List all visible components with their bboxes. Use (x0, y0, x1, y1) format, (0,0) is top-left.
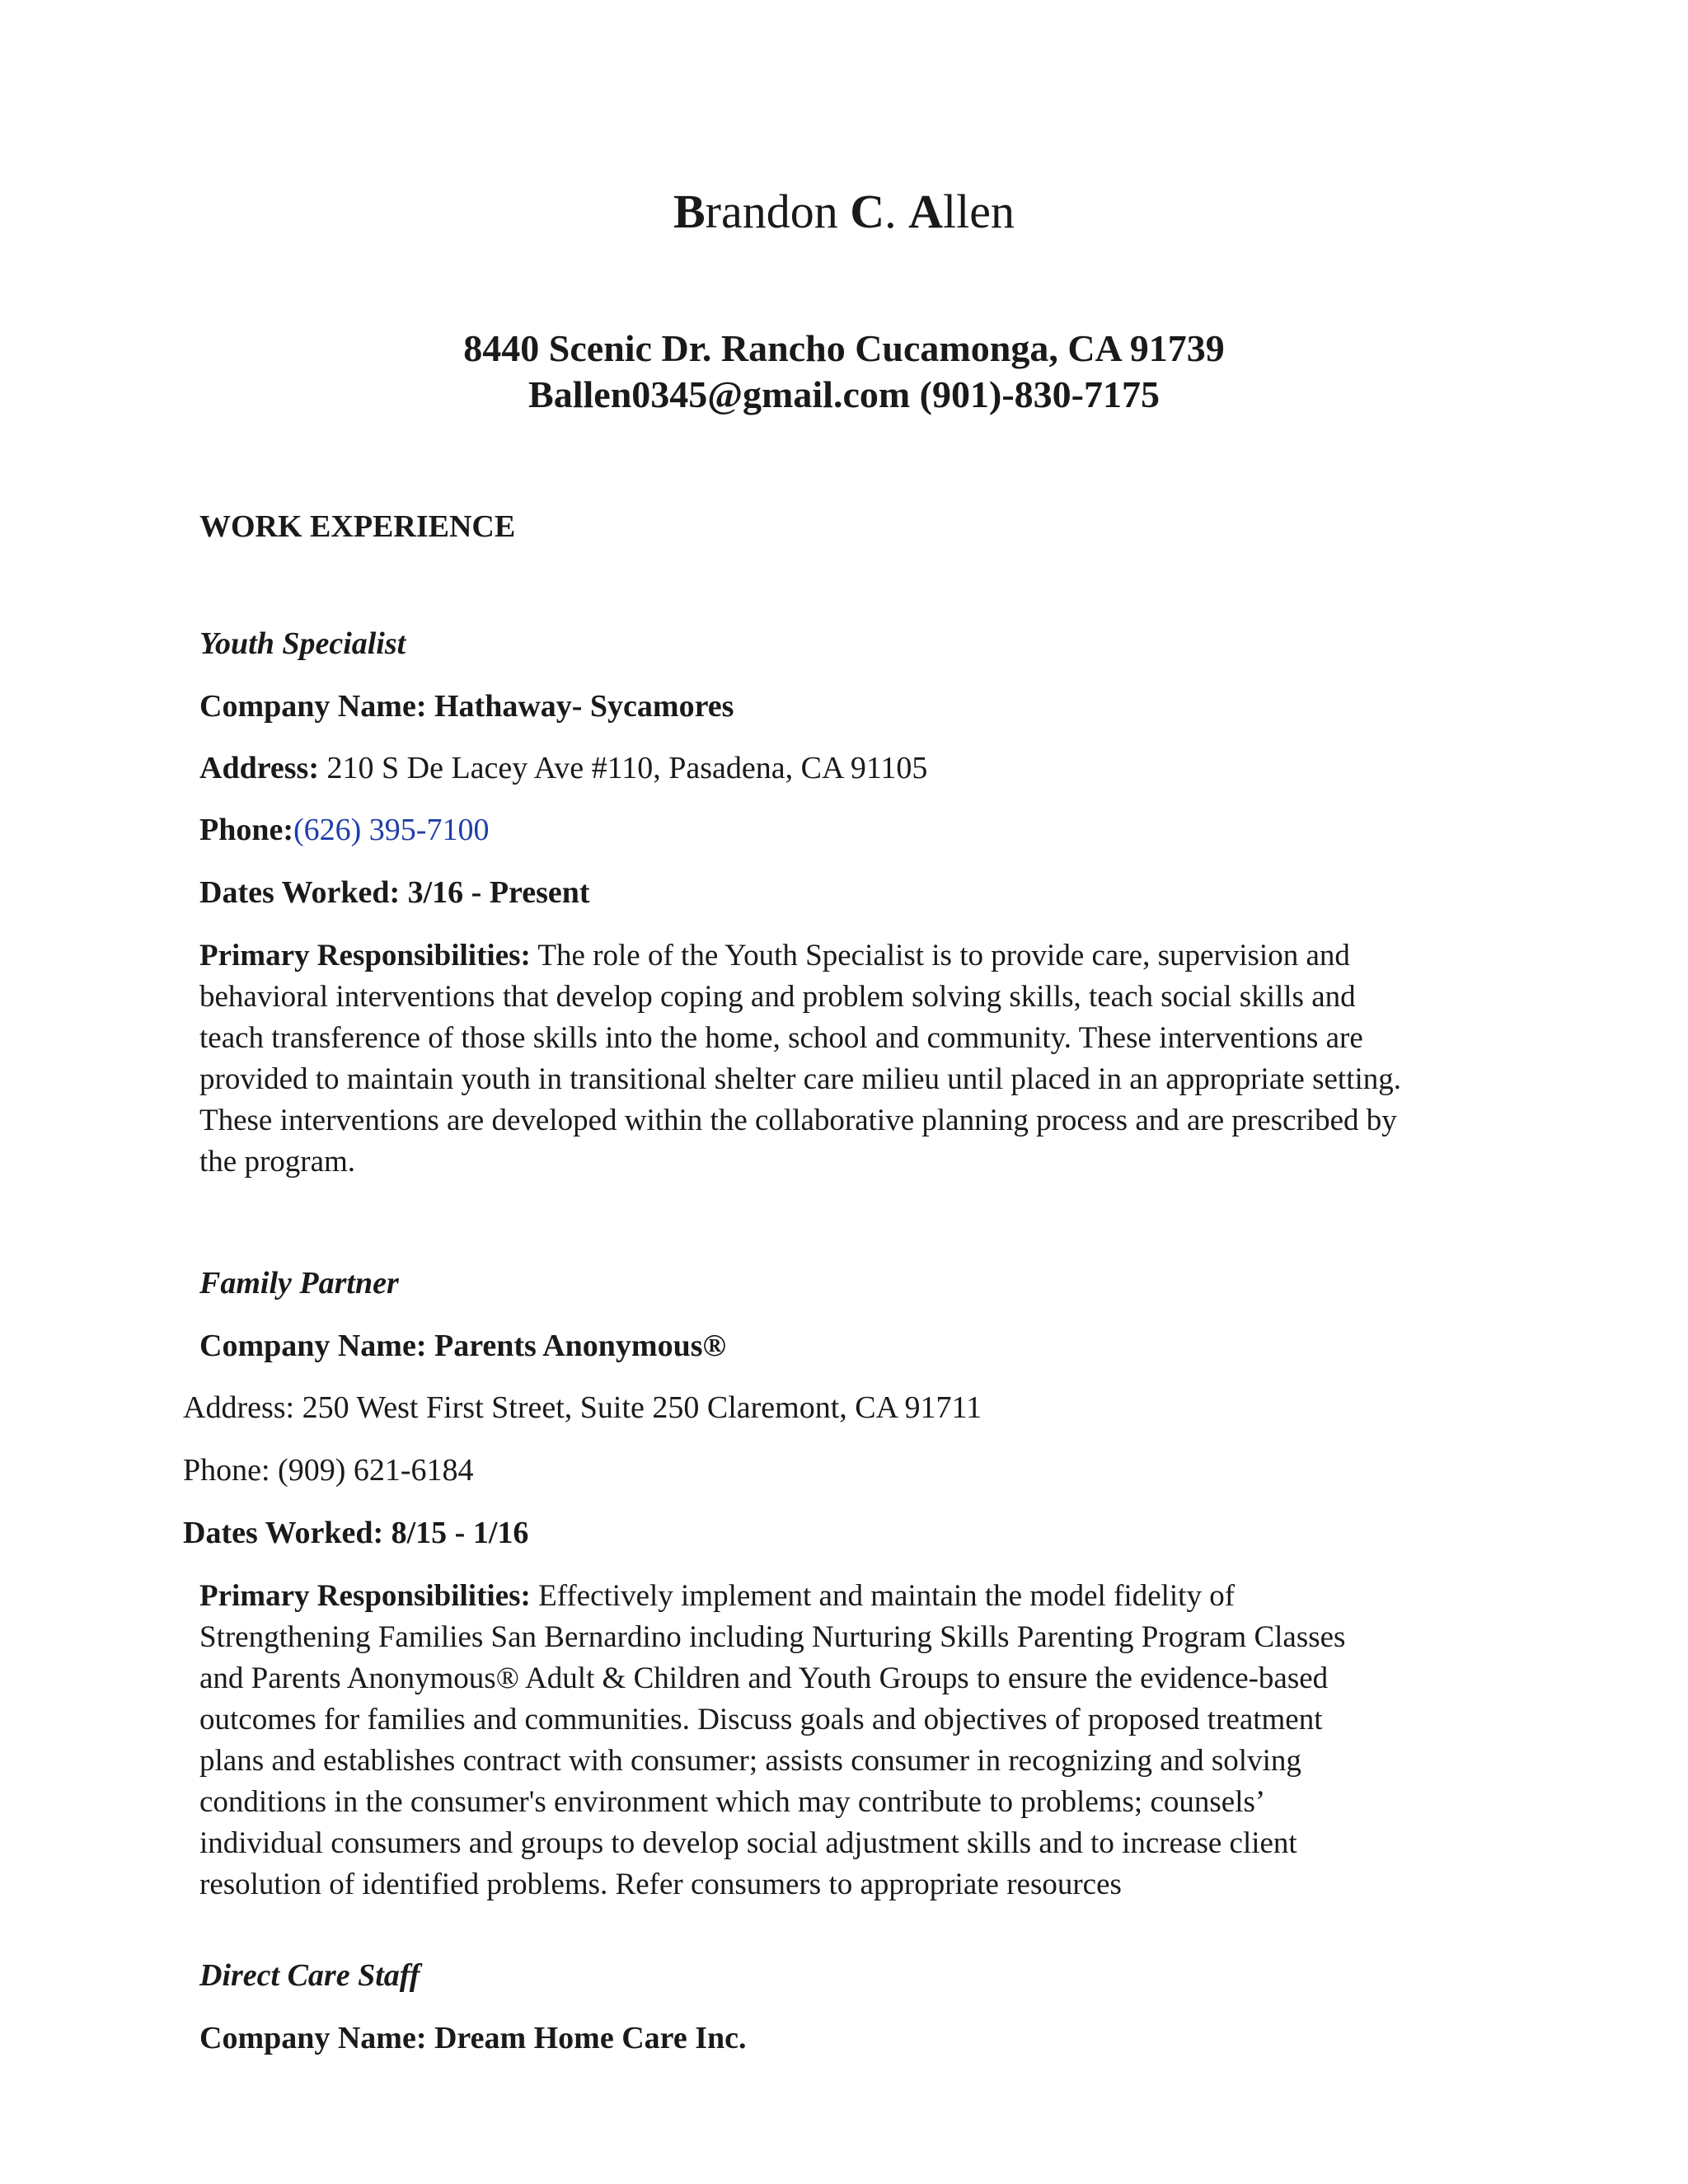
resp-line: These interventions are developed within the collaborative planning process and are prescribed by (199, 1104, 1397, 1137)
company-label: Company Name: (199, 689, 427, 724)
resp-line: and Parents Anonymous® Adult & Children and Youth Groups to ensure the evidence-based (199, 1661, 1329, 1695)
company-name: Dream Home Care Inc. (434, 2021, 747, 2055)
company-name: Parents Anonymous® (434, 1329, 726, 1363)
address-value: 210 S De Lacey Ave #110, Pasadena, CA 91105 (319, 751, 928, 785)
resp-line: plans and establishes contract with consumer; assists consumer in recognizing and solving (199, 1744, 1301, 1778)
name-first-rest: randon (705, 185, 851, 238)
dates-value: 8/15 - 1/16 (391, 1516, 529, 1550)
resp-line (199, 1576, 1345, 1617)
resp-line: teach transference of those skills into the home, school and community. These interventions are (199, 1021, 1363, 1055)
dates-line (199, 873, 590, 912)
job-title: Youth Specialist (199, 626, 406, 661)
company-label: Company Name: (199, 2021, 427, 2055)
resp-text: Effectively implement and maintain the model fidelity of (530, 1579, 1236, 1613)
name-last-rest: llen (943, 185, 1015, 238)
resume-name (0, 183, 1688, 241)
dates-label: Dates Worked: (183, 1516, 384, 1550)
name-initial-first: B (673, 185, 706, 238)
responsibilities-paragraph (199, 1576, 1345, 1905)
phone-line (199, 810, 489, 850)
phone-link[interactable]: (626) 395-7100 (293, 813, 490, 847)
resp-line: provided to maintain youth in transitional shelter care milieu until placed in an appropriate setting. (199, 1062, 1402, 1096)
resp-line: individual consumers and groups to develop social adjustment skills and to increase client (199, 1826, 1297, 1860)
contact-email-phone: Ballen0345@gmail.com (901)-830-7175 (528, 373, 1160, 415)
resp-line: outcomes for families and communities. Discuss goals and objectives of proposed treatment (199, 1703, 1323, 1736)
job-title: Direct Care Staff (199, 1958, 420, 1993)
section-heading-work-experience: WORK EXPERIENCE (199, 509, 516, 544)
dates-label: Dates Worked: (199, 875, 401, 910)
resp-line: resolution of identified problems. Refer consumers to appropriate resources (199, 1868, 1122, 1901)
company-line (199, 2018, 746, 2058)
resp-line: conditions in the consumer's environment which may contribute to problems; counsels’ (199, 1785, 1266, 1819)
name-initial-middle: C (850, 185, 885, 238)
responsibilities-paragraph (199, 935, 1401, 1183)
resp-label: Primary Responsibilities: (199, 1579, 531, 1613)
contact-address: 8440 Scenic Dr. Rancho Cucamonga, CA 91739 (463, 327, 1225, 369)
resp-line: Strengthening Families San Bernardino including Nurturing Skills Parenting Program Classes (199, 1620, 1346, 1654)
resp-line: behavioral interventions that develop coping and problem solving skills, teach social skills and (199, 980, 1356, 1014)
resp-label: Primary Responsibilities: (199, 939, 531, 972)
phone-line: Phone: (909) 621-6184 (183, 1453, 474, 1488)
resp-line: the program. (199, 1145, 356, 1179)
address-label: Address: (199, 751, 319, 785)
name-initial-last: A (908, 185, 944, 238)
resp-line (199, 935, 1401, 977)
company-label: Company Name: (199, 1329, 427, 1363)
address-line: Address: 250 West First Street, Suite 250 Claremont, CA 91711 (183, 1390, 982, 1425)
company-name: Hathaway- Sycamores (434, 689, 734, 724)
job-title: Family Partner (199, 1266, 399, 1301)
name-middle-rest: . (884, 185, 909, 238)
dates-value: 3/16 - Present (407, 875, 590, 910)
phone-label: Phone: (199, 813, 293, 847)
address-line (199, 748, 927, 788)
dates-line (183, 1513, 528, 1553)
company-line (199, 1326, 726, 1366)
company-line (199, 687, 734, 726)
resp-text: The role of the Youth Specialist is to provide care, supervision and (530, 939, 1350, 972)
